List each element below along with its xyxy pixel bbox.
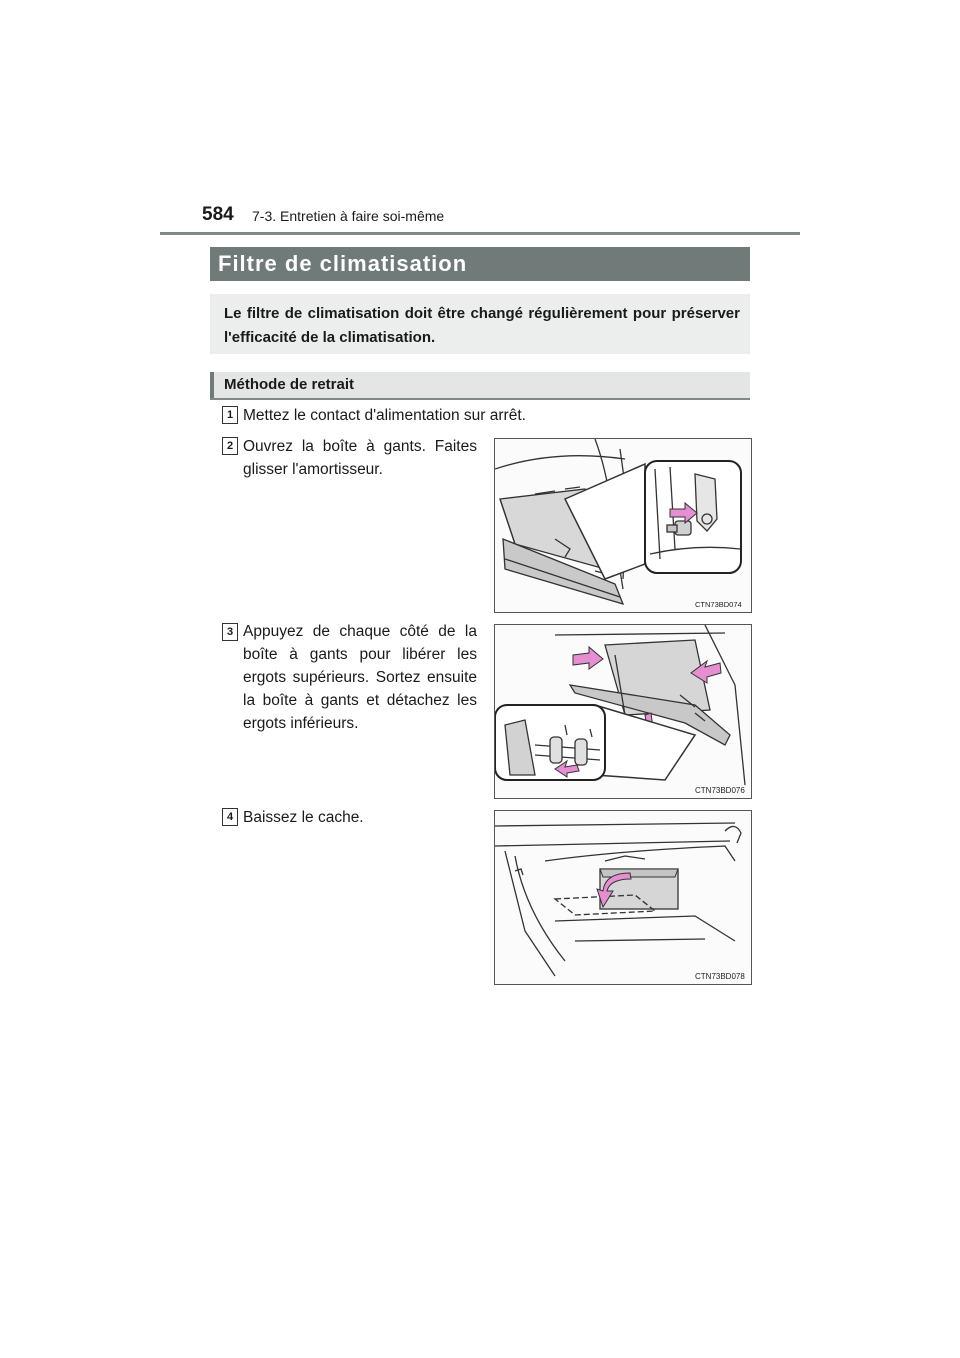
figure-lower-cover [494, 810, 752, 985]
step-4-badge: 4 [222, 808, 238, 826]
header-divider [160, 232, 800, 235]
intro-box [210, 294, 750, 354]
figure-3-code: CTN73BD078 [695, 972, 745, 981]
step-3-text: Appuyez de chaque côté de la boîte à gants pour libérer les ergots supérieurs. Sortez ensuite la boîte à gants et détachez les ergots inférieurs. [243, 623, 477, 732]
figure-2-code: CTN73BD076 [695, 786, 745, 795]
page-number: 584 [202, 204, 234, 225]
step-3-badge: 3 [222, 623, 238, 641]
subsection-accent [210, 372, 214, 398]
figure-1-code: CTN73BD074 [695, 600, 742, 609]
step-2-badge: 2 [222, 437, 238, 455]
subsection-bar [210, 372, 750, 400]
figure-glovebox-damper [494, 438, 752, 613]
subsection-title: Méthode de retrait [224, 376, 355, 393]
chapter-title: 7-3. Entretien à faire soi-même [252, 208, 445, 224]
intro-text: Le filtre de climatisation doit être changé régulièrement pour préserver l'efficacité de la climatisation. [224, 305, 740, 346]
step-4-text: Baissez le cache. [243, 809, 364, 826]
step-2-text: Ouvrez la boîte à gants. Faites glisser l'amortisseur. [243, 438, 477, 478]
step-1-badge: 1 [222, 406, 238, 424]
section-title: Filtre de climatisation [218, 251, 468, 276]
section-title-bar [210, 247, 750, 281]
figure-glovebox-removal [494, 624, 752, 799]
step-1-text: Mettez le contact d'alimentation sur arrêt. [243, 407, 526, 424]
